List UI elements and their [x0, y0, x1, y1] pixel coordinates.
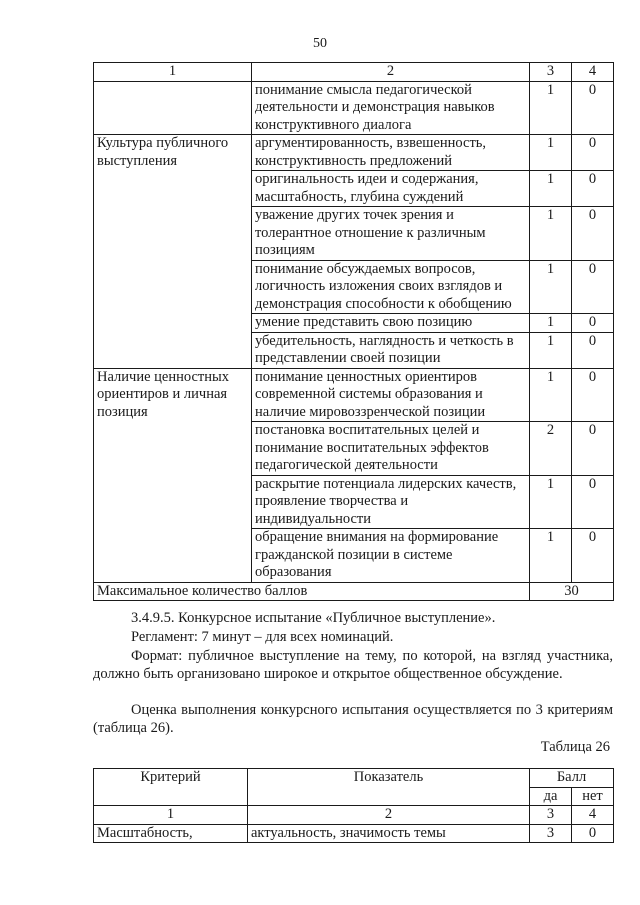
indicator-cell: раскрытие потенциала лидерских качеств, проявление творчества и индивидуальности [252, 475, 530, 529]
score-no: 0 [572, 81, 614, 135]
score-yes: 1 [530, 81, 572, 135]
score-yes: 1 [530, 314, 572, 333]
header-indicator: Показатель [248, 769, 530, 806]
indicator-cell: актуальность, значимость темы [248, 824, 530, 843]
table-row [94, 81, 614, 135]
score-no: 0 [572, 475, 614, 529]
score-yes: 1 [530, 260, 572, 314]
criterion-cell: Культура публичного выступления [94, 135, 252, 369]
header-score: Балл [530, 769, 614, 788]
score-yes: 3 [530, 824, 572, 843]
scoring-table [93, 62, 614, 601]
table-row [94, 368, 614, 422]
score-no: 0 [572, 135, 614, 171]
indicator-cell: понимание смысла педагогической деятельности и демонстрация навыков конструктивного диалога [252, 81, 530, 135]
col-number: 3 [530, 806, 572, 825]
criterion-cell [94, 81, 252, 135]
score-no: 0 [572, 171, 614, 207]
indicator-cell: понимание ценностных ориентиров современной системы образования и наличие мировоззренческой позиции [252, 368, 530, 422]
criterion-cell: Масштабность, [94, 824, 248, 843]
indicator-cell: обращение внимания на формирование гражданской позиции в системе образования [252, 529, 530, 583]
col-number: 2 [248, 806, 530, 825]
score-no: 0 [572, 207, 614, 261]
score-no: 0 [572, 332, 614, 368]
evaluation-text: Оценка выполнения конкурсного испытания осуществляется по 3 критериям (таблица 26). [93, 702, 613, 736]
format-text: Формат: публичное выступление на тему, по которой, на взгляд участника, должно быть организовано широкое и открытое общественное обсуждение. [93, 648, 613, 682]
score-yes: 1 [530, 368, 572, 422]
header-criterion: Критерий [94, 769, 248, 806]
col-number: 4 [572, 806, 614, 825]
score-yes: 1 [530, 135, 572, 171]
score-no: 0 [572, 314, 614, 333]
total-value: 30 [530, 582, 614, 601]
indicator-cell: постановка воспитательных целей и понимание воспитательных эффектов педагогической деятельности [252, 422, 530, 476]
indicator-cell: понимание обсуждаемых вопросов, логичность изложения своих взглядов и демонстрация способности к обобщению [252, 260, 530, 314]
table-caption: Таблица 26 [540, 739, 610, 755]
score-no: 0 [572, 422, 614, 476]
score-yes: 2 [530, 422, 572, 476]
score-yes: 1 [530, 475, 572, 529]
page-number: 50 [313, 36, 327, 51]
col-number: 1 [94, 806, 248, 825]
col-number: 3 [530, 63, 572, 82]
total-label: Максимальное количество баллов [94, 582, 530, 601]
score-yes: 1 [530, 207, 572, 261]
score-no: 0 [572, 824, 614, 843]
indicator-cell: убедительность, наглядность и четкость в представлении своей позиции [252, 332, 530, 368]
section-heading: 3.4.9.5. Конкурсное испытание «Публичное выступление». [131, 610, 496, 626]
score-no: 0 [572, 368, 614, 422]
criteria-table [93, 768, 614, 843]
col-number: 4 [572, 63, 614, 82]
header-no: нет [572, 787, 614, 806]
indicator-cell: оригинальность идеи и содержания, масштабность, глубина суждений [252, 171, 530, 207]
indicator-cell: уважение других точек зрения и толерантное отношение к различным позициям [252, 207, 530, 261]
col-number: 1 [94, 63, 252, 82]
header-yes: да [530, 787, 572, 806]
score-yes: 1 [530, 171, 572, 207]
indicator-cell: умение представить свою позицию [252, 314, 530, 333]
indicator-cell: аргументированность, взвешенность, конструктивность предложений [252, 135, 530, 171]
score-yes: 1 [530, 529, 572, 583]
header-row [94, 63, 614, 82]
criterion-cell: Наличие ценностных ориентиров и личная позиция [94, 368, 252, 582]
score-no: 0 [572, 529, 614, 583]
score-no: 0 [572, 260, 614, 314]
table-row [94, 135, 614, 171]
col-number: 2 [252, 63, 530, 82]
score-yes: 1 [530, 332, 572, 368]
total-row [94, 582, 614, 601]
regulation-text: Регламент: 7 минут – для всех номинаций. [131, 629, 394, 645]
